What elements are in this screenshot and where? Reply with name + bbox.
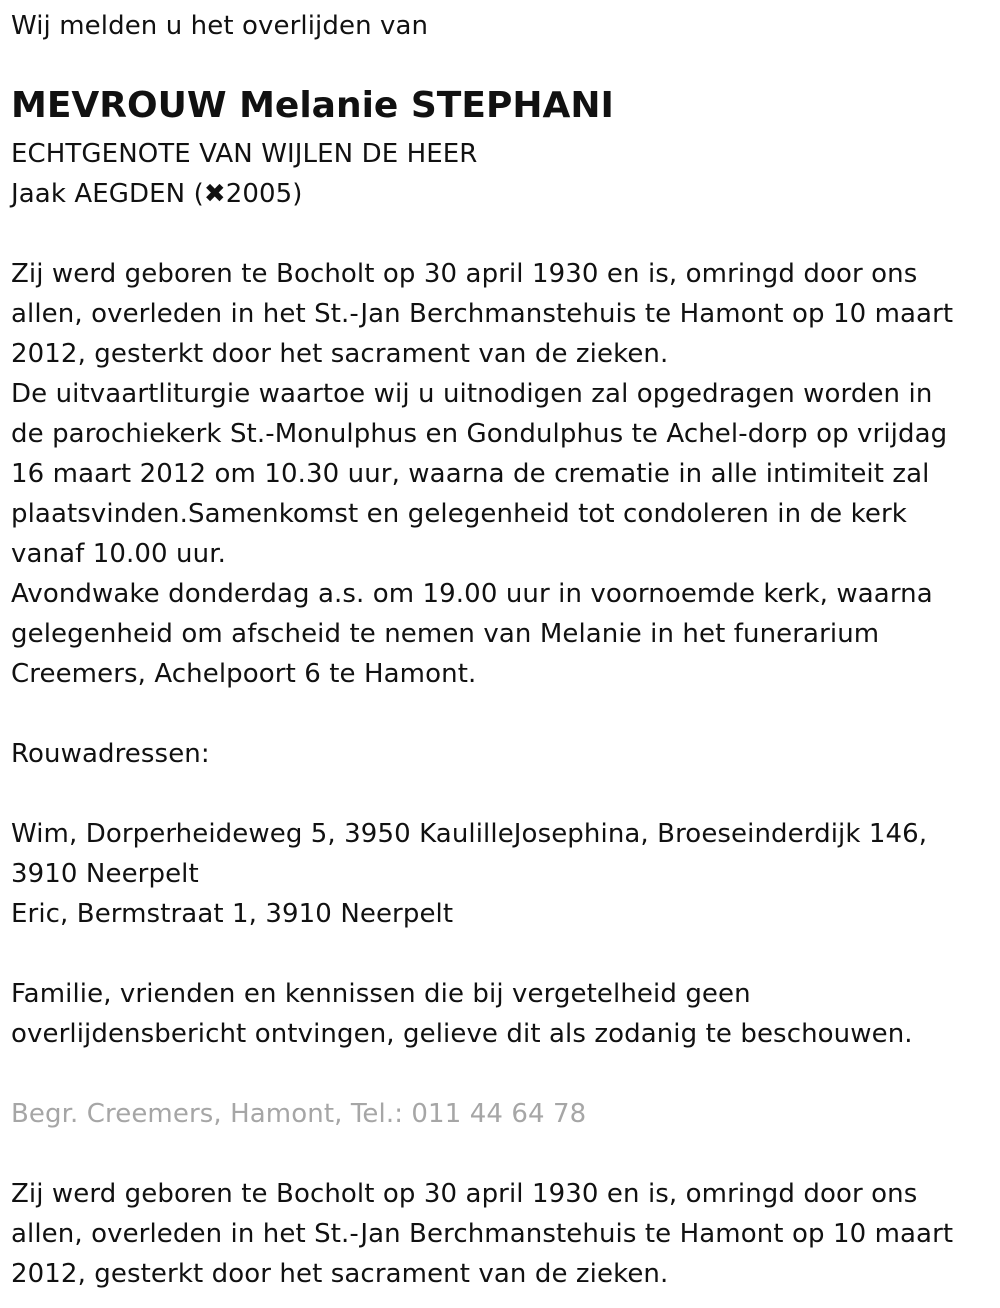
repeat-text — [11, 1174, 953, 1294]
repeat-line: 2012, gesterkt door het sacrament van de zieken. — [11, 1259, 669, 1289]
closing-line: Familie, vrienden en kennissen die bij vergetelheid geen — [11, 979, 751, 1009]
closing-text — [11, 974, 913, 1054]
body-line: gelegenheid om afscheid te nemen van Melanie in het funerarium — [11, 619, 880, 649]
addresses-label — [11, 734, 210, 774]
intro-line: Wij melden u het overlijden van — [11, 11, 429, 41]
body-line: Zij werd geboren te Bocholt op 30 april 1930 en is, omringd door ons — [11, 259, 918, 289]
closing-line: overlijdensbericht ontvingen, gelieve dit als zodanig te beschouwen. — [11, 1019, 913, 1049]
body-line: Creemers, Achelpoort 6 te Hamont. — [11, 659, 477, 689]
deceased-name: MEVROUW Melanie STEPHANI — [11, 85, 614, 126]
spouse-line: ECHTGENOTE VAN WIJLEN DE HEER — [11, 139, 478, 169]
body-line: De uitvaartliturgie waartoe wij u uitnodigen zal opgedragen worden in — [11, 379, 933, 409]
address-line: Eric, Bermstraat 1, 3910 Neerpelt — [11, 899, 454, 929]
address-line: 3910 Neerpelt — [11, 859, 199, 889]
body-text — [11, 254, 953, 694]
repeat-line: Zij werd geboren te Bocholt op 30 april 1930 en is, omringd door ons — [11, 1179, 918, 1209]
body-line: de parochiekerk St.-Monulphus en Gondulphus te Achel-dorp op vrijdag — [11, 419, 948, 449]
addresses-list — [11, 814, 927, 934]
body-line: 2012, gesterkt door het sacrament van de zieken. — [11, 339, 669, 369]
undertaker-line: Begr. Creemers, Hamont, Tel.: 011 44 64 78 — [11, 1099, 587, 1129]
undertaker-info — [11, 1094, 586, 1134]
body-line: vanaf 10.00 uur. — [11, 539, 226, 569]
address-line: Wim, Dorperheideweg 5, 3950 KaulilleJosephina, Broeseinderdijk 146, — [11, 819, 928, 849]
body-line: allen, overleden in het St.-Jan Berchmanstehuis te Hamont op 10 maart — [11, 299, 954, 329]
spouse-line: Jaak AEGDEN (✖2005) — [11, 179, 303, 209]
spouse-block — [11, 134, 477, 214]
addresses-heading: Rouwadressen: — [11, 739, 210, 769]
body-line: 16 maart 2012 om 10.30 uur, waarna de crematie in alle intimiteit zal — [11, 459, 930, 489]
repeat-line: allen, overleden in het St.-Jan Berchmanstehuis te Hamont op 10 maart — [11, 1219, 954, 1249]
body-line: Avondwake donderdag a.s. om 19.00 uur in voornoemde kerk, waarna — [11, 579, 933, 609]
body-line: plaatsvinden.Samenkomst en gelegenheid tot condoleren in de kerk — [11, 499, 907, 529]
